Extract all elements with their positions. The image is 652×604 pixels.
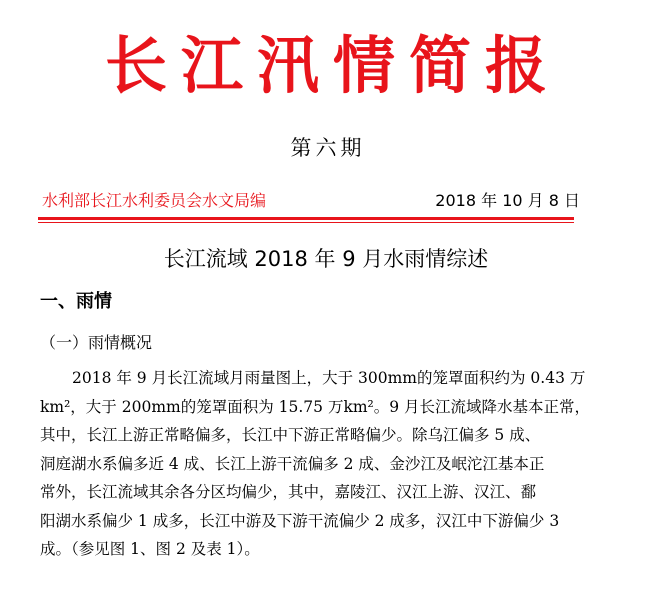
header-rule-thick: [38, 217, 574, 220]
issue-number: 第六期: [290, 136, 366, 160]
publisher: 水利部长江水利委员会水文局编: [42, 191, 267, 210]
subsection-heading-overview: （一）雨情概况: [40, 333, 153, 352]
masthead-title: 长江汛情简报: [104, 29, 561, 102]
paragraph-line: 阳湖水系偏少 1 成多，长江中游及下游干流偏少 2 成多，汉江中下游偏少 3: [40, 511, 560, 530]
paragraph-line: 成。（参见图 1、图 2 及表 1）。: [40, 540, 260, 558]
publication-date: 2018 年 10 月 8 日: [435, 191, 580, 210]
paragraph-line: 其中，长江上游正常略偏多，长江中下游正常略偏少。除乌江偏多 5 成、: [40, 426, 541, 444]
paragraph-line: 常外，长江流域其余各分区均偏少，其中，嘉陵江、汉江上游、汉江、鄱: [40, 483, 537, 501]
paragraph-line: km²，大于 200mm的笼罩面积为 15.75 万km²。9 月长江流域降水基本正常，: [40, 397, 591, 416]
article-title: 长江流域 2018 年 9 月水雨情综述: [163, 247, 489, 271]
header-rule-thin: [38, 222, 574, 223]
paragraph-line: 2018 年 9 月长江流域月雨量图上，大于 300mm的笼罩面积约为 0.43 万: [72, 369, 586, 387]
section-heading-rainfall: 一、雨情: [40, 291, 112, 312]
paragraph-line: 洞庭湖水系偏多近 4 成、长江上游干流偏多 2 成、金沙江及岷沱江基本正: [40, 454, 545, 473]
body-paragraph: [40, 364, 600, 564]
